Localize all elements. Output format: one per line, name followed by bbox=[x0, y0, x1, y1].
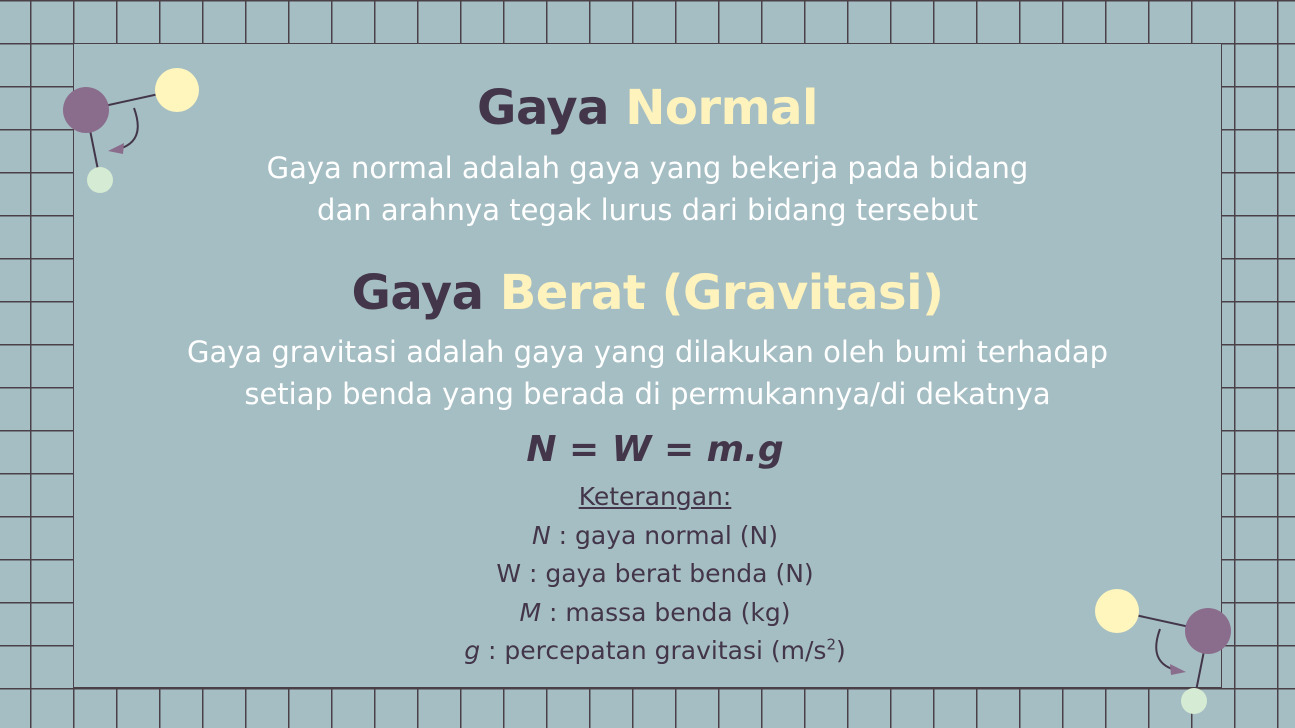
legend-item-n bbox=[0, 517, 1295, 556]
legend-item-g bbox=[0, 632, 1295, 671]
symbol: g bbox=[464, 636, 481, 665]
legend-item-w bbox=[0, 555, 1295, 594]
gaya-berat-title bbox=[0, 265, 1295, 321]
formula: N = W = m.g bbox=[526, 429, 784, 470]
legend-text: ) bbox=[835, 636, 846, 665]
symbol: M bbox=[519, 597, 542, 627]
title-highlight: Normal bbox=[625, 80, 818, 136]
legend-text: : gaya normal (N) bbox=[550, 520, 779, 550]
gaya-normal-title bbox=[0, 80, 1295, 136]
title-text: Gaya bbox=[351, 265, 500, 321]
description-line: setiap benda yang berada di permukannya/di dekatnya bbox=[244, 377, 1051, 411]
gaya-berat-description bbox=[0, 331, 1295, 415]
legend-item-m bbox=[0, 594, 1295, 633]
legend bbox=[0, 478, 1295, 671]
legend-text: : percepatan gravitasi (m/s bbox=[480, 636, 827, 665]
legend-text: : massa benda (kg) bbox=[541, 597, 791, 627]
superscript: 2 bbox=[826, 635, 836, 654]
description-line: dan arahnya tegak lurus dari bidang tersebut bbox=[317, 193, 978, 227]
symbol: N bbox=[531, 520, 551, 550]
description-line: Gaya gravitasi adalah gaya yang dilakukan oleh bumi terhadap bbox=[186, 335, 1109, 369]
title-highlight: Berat (Gravitasi) bbox=[499, 265, 944, 321]
legend-heading: Keterangan: bbox=[578, 482, 732, 511]
gaya-normal-description bbox=[0, 147, 1295, 231]
description-line: Gaya normal adalah gaya yang bekerja pada bidang bbox=[266, 151, 1029, 185]
title-text: Gaya bbox=[477, 80, 626, 136]
legend-text: W : gaya berat benda (N) bbox=[496, 559, 814, 588]
